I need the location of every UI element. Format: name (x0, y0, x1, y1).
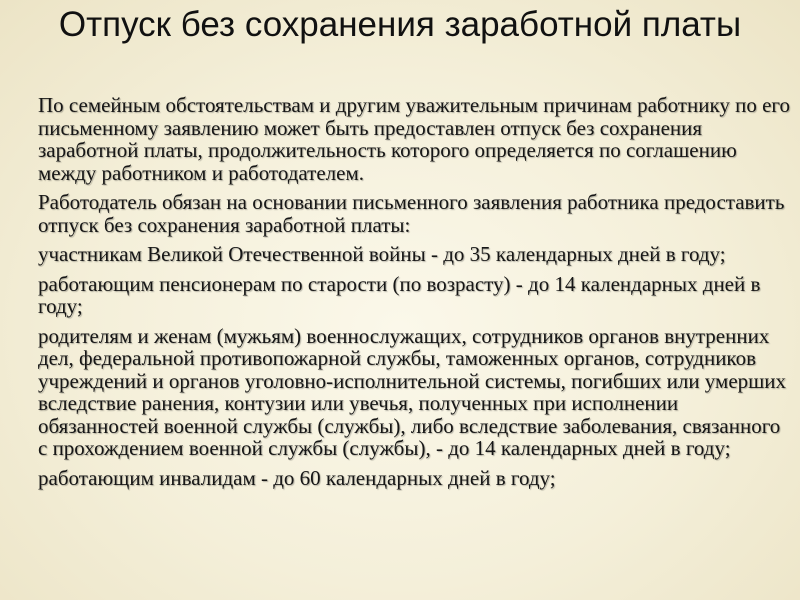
list-item-war-veterans: участникам Великой Отечественной войны - до 35 календарных дней в году; (38, 242, 726, 266)
paragraph-family-circumstances: По семейным обстоятельствам и другим уважительным причинам работнику по его письменному заявлению может быть предоставлен отпуск без сохранения заработной платы, продолжительность которого определяется по соглашению между работником и работодателем. (38, 93, 791, 185)
list-item-working-pensioners: работающим пенсионерам по старости (по возрасту) - до 14 календарных дней в году; (38, 271, 761, 318)
list-item-families-of-servicemen: родителям и женам (мужьям) военнослужащих, сотрудников органов внутренних дел, федеральной противопожарной службы, таможенных органов, сотрудников учреждений и органов уголовно-исполнительной системы, погибших или умерших вследствие ранения, контузии или увечья, полученных при исполнении обязанностей военной службы (службы), либо вследствие заболевания, связанного с прохождением военной службы (службы), - до 14 календарных дней в году; (38, 323, 787, 460)
list-item-working-disabled: работающим инвалидам - до 60 календарных дней в году; (38, 465, 556, 490)
slide-body (38, 94, 790, 496)
paragraph-employer-obligation: Работодатель обязан на основании письменного заявления работника предоставить отпуск без сохранения заработной платы: (38, 190, 785, 237)
slide-title: Отпуск без сохранения заработной платы (58, 5, 742, 44)
